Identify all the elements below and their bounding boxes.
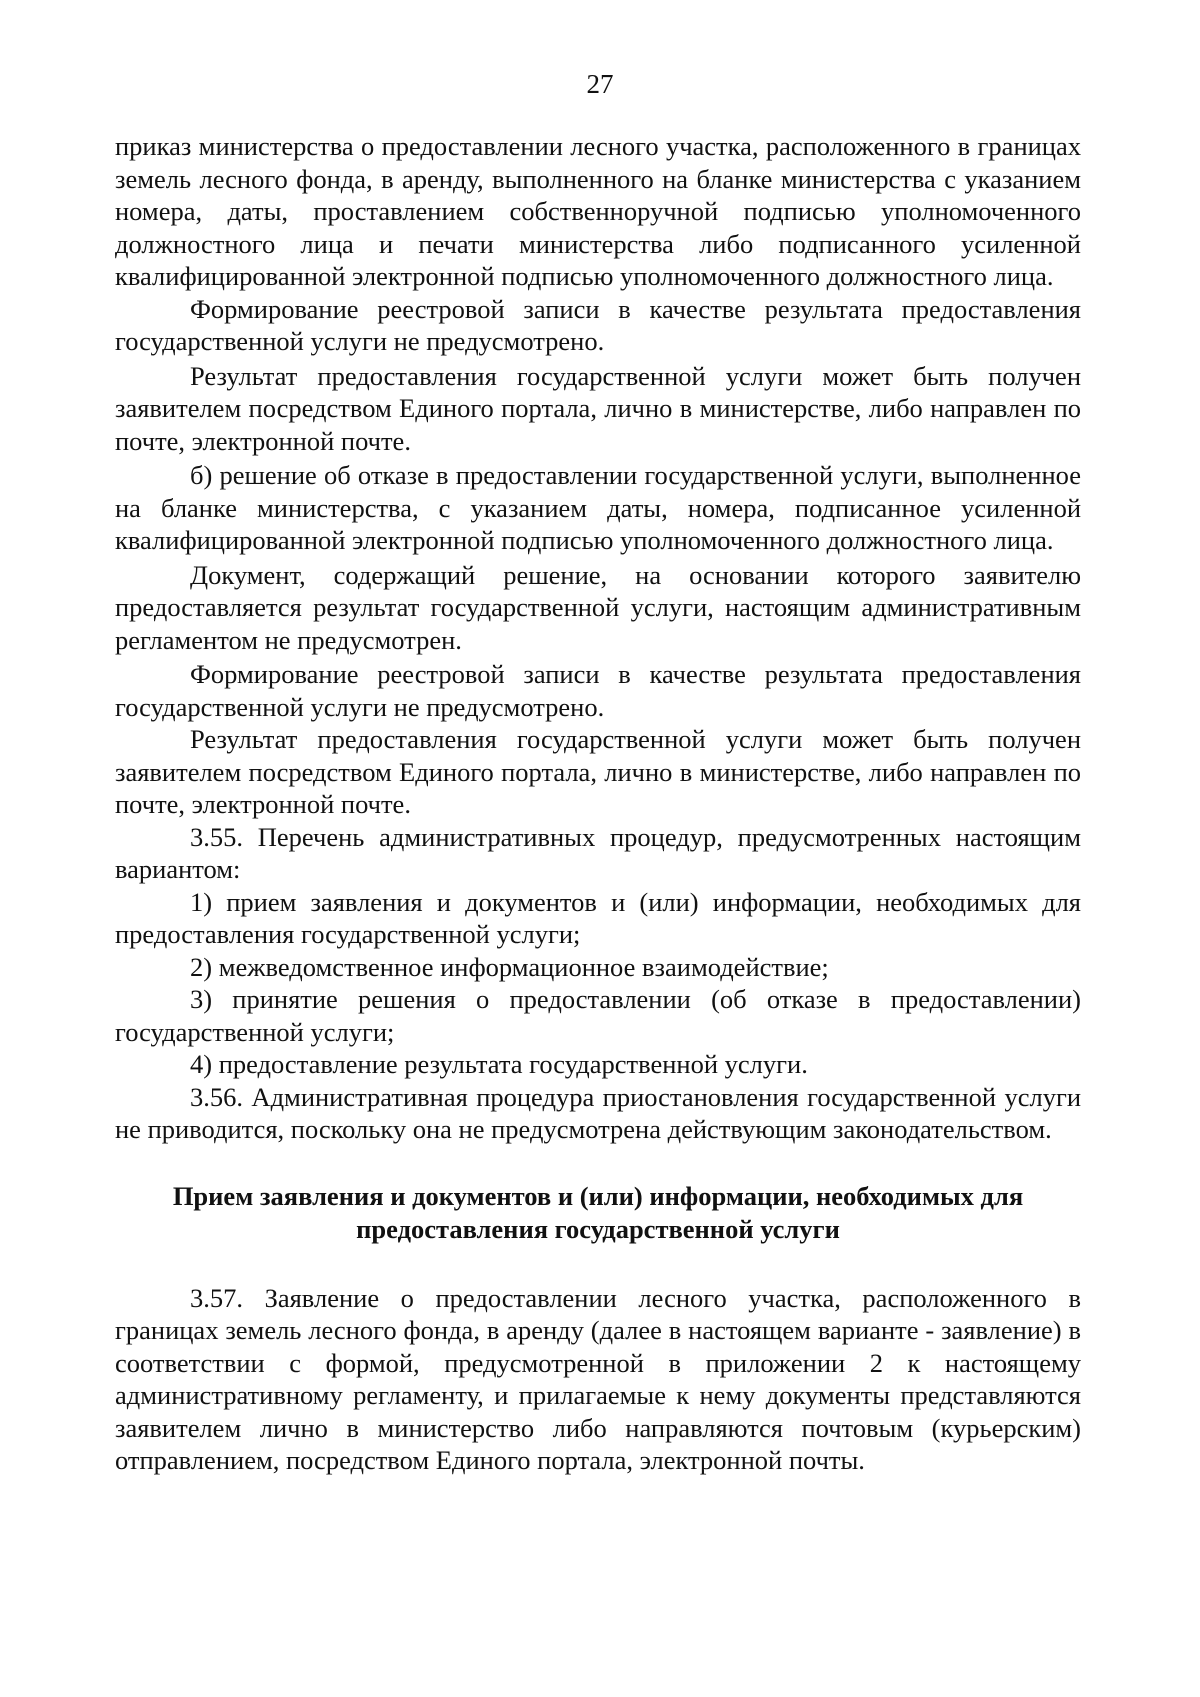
list-item-3: 3) принятие решения о предоставлении (об отказе в предоставлении) государственной услуги; bbox=[115, 984, 1081, 1047]
paragraph-result-delivery: Результат предоставления государственной услуги может быть получен заявителем посредством Единого портала, лично в министерстве, либо направлен по почте, электронной почте. bbox=[115, 360, 1081, 456]
section-heading: Прием заявления и документов и (или) информации, необходимых для предоставления государственной услуги bbox=[172, 1180, 1024, 1244]
paragraph-3-55: 3.55. Перечень административных процедур, предусмотренных настоящим вариантом: bbox=[115, 821, 1081, 884]
paragraph-result-delivery-2: Результат предоставления государственной услуги может быть получен заявителем посредством Единого портала, лично в министерстве, либо направлен по почте, электронной почте. bbox=[115, 724, 1081, 819]
list-item-1: 1) прием заявления и документов и (или) информации, необходимых для предоставления государственной услуги; bbox=[115, 886, 1081, 949]
list-item-2: 2) межведомственное информационное взаимодействие; bbox=[190, 951, 829, 982]
paragraph-3-56: 3.56. Административная процедура приостановления государственной услуги не приводится, поскольку она не предусмотрена действующим законодательством. bbox=[115, 1081, 1081, 1144]
list-item-4: 4) предоставление результата государственной услуги. bbox=[190, 1049, 808, 1079]
page-number: 27 bbox=[586, 69, 614, 99]
paragraph-registry-record-2: Формирование реестровой записи в качестве результата предоставления государственной услуги не предусмотрено. bbox=[115, 659, 1081, 722]
paragraph-decision-document: Документ, содержащий решение, на основании которого заявителю предоставляется результат государственной услуги, настоящим административным регламентом не предусмотрен. bbox=[115, 559, 1081, 655]
paragraph-3-57: 3.57. Заявление о предоставлении лесного участка, расположенного в границах земель лесного фонда, в аренду (далее в настоящем варианте - заявление) в соответствии с формой, предусмотренной в приложении 2 к настоящему административному регламенту, и прилагаемые к нему документы представляются заявителем лично в министерство либо направляются почтовым (курьерским) отправлением, посредством Единого портала, электронной почты. bbox=[115, 1282, 1081, 1475]
document-body bbox=[115, 130, 1081, 1477]
paragraph-order-description: приказ министерства о предоставлении лесного участка, расположенного в границах земель лесного фонда, в аренду, выполненного на бланке министерства с указанием номера, даты, проставлением собственноручной подписью уполномоченного должностного лица и печати министерства либо подписанного усиленной квалифицированной электронной подписью уполномоченного должностного лица. bbox=[115, 131, 1081, 291]
paragraph-refusal-decision: б) решение об отказе в предоставлении государственной услуги, выполненное на бланке министерства, с указанием даты, номера, подписанное усиленной квалифицированной электронной подписью уполномоченного должностного лица. bbox=[115, 460, 1081, 555]
paragraph-registry-record: Формирование реестровой записи в качестве результата предоставления государственной услуги не предусмотрено. bbox=[115, 293, 1081, 356]
